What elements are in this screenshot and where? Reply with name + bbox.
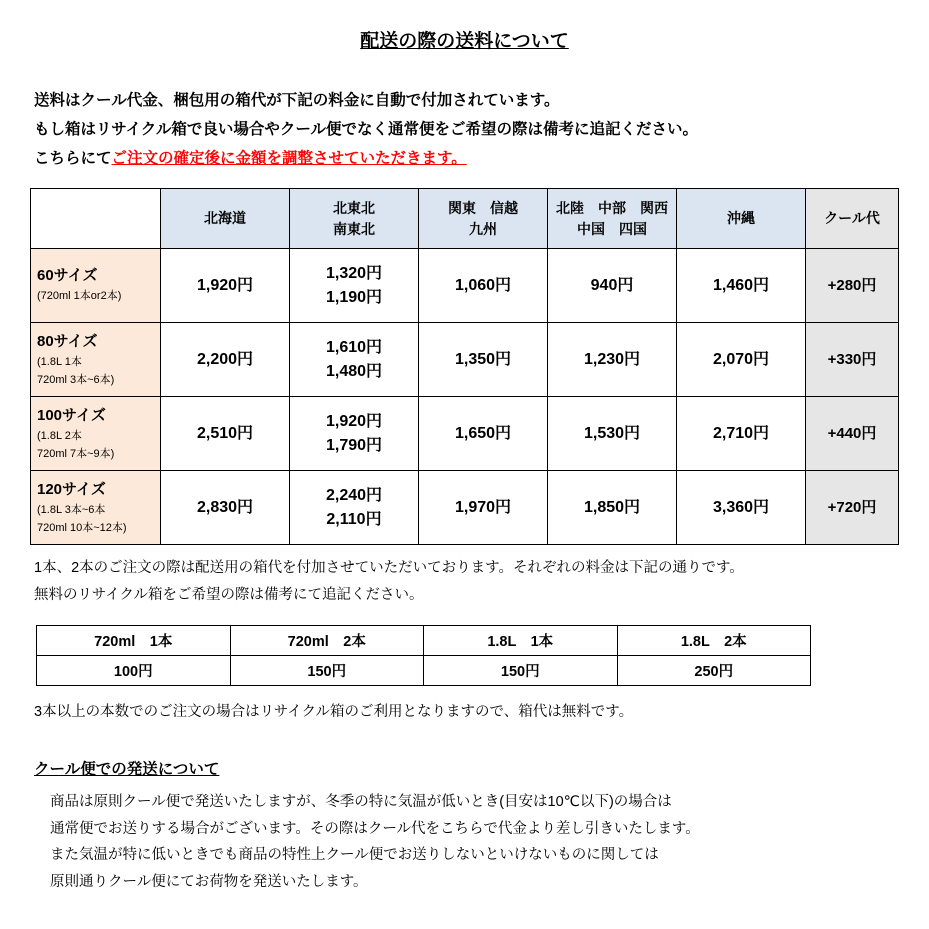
box-table-value-row	[37, 655, 811, 685]
fee-cell-cool: +280円	[806, 249, 899, 323]
box-fee-720ml-2: 150円	[230, 655, 424, 685]
shipping-table-header-row	[31, 189, 899, 249]
intro-line-2: もし箱はリサイクル箱で良い場合やクール便でなく通常便をご希望の際は備考に追記ください。	[34, 121, 699, 139]
fee-cell-cool: +330円	[806, 323, 899, 397]
size-cell	[31, 397, 161, 471]
size-note-line1: (1.8L 1本	[37, 356, 82, 369]
fee-cell-okinawa: 2,710円	[677, 397, 806, 471]
size-cell	[31, 323, 161, 397]
header-cool	[806, 189, 899, 249]
size-label: 60サイズ	[37, 266, 98, 284]
header-kanto	[419, 189, 548, 249]
fee-cell-chubu: 1,230円	[548, 323, 677, 397]
header-tohoku	[290, 189, 419, 249]
size-cell	[31, 471, 161, 545]
fee-cell-hokkaido: 2,200円	[161, 323, 290, 397]
fee-cell-kanto: 1,350円	[419, 323, 548, 397]
fee-cell-tohoku	[290, 249, 419, 323]
header-okinawa	[677, 189, 806, 249]
corner-header-cell	[31, 189, 161, 249]
table-row-size-120	[31, 471, 899, 545]
size-label: 120サイズ	[37, 480, 106, 498]
box-fee-note-line2: 無料のリサイクル箱をご希望の際は備考にて追記ください。	[34, 586, 424, 603]
cool-section-heading: クール便での発送について	[34, 760, 220, 778]
recycle-box-free-note: 3本以上の本数でのご注文の場合はリサイクル箱のご利用となりますので、箱代は無料です。	[34, 703, 634, 720]
fee-tohoku-line1: 1,610円	[325, 338, 383, 356]
fee-cell-kanto: 1,060円	[419, 249, 548, 323]
cool-section-line4: 原則通りクール便にてお荷物を発送いたします。	[50, 874, 368, 891]
fee-cell-chubu: 1,850円	[548, 471, 677, 545]
size-note-line2: 720ml 7本~9本)	[37, 448, 115, 461]
header-kanto-line1: 関東 信越	[448, 199, 518, 216]
size-label: 100サイズ	[37, 406, 106, 424]
fee-cell-okinawa: 2,070円	[677, 323, 806, 397]
fee-tohoku-line1: 1,920円	[325, 412, 383, 430]
size-cell	[31, 249, 161, 323]
intro-text	[34, 87, 899, 172]
fee-cell-kanto: 1,650円	[419, 397, 548, 471]
header-okinawa-label: 沖縄	[727, 210, 755, 227]
box-fee-720ml-1: 100円	[37, 655, 231, 685]
fee-cell-tohoku	[290, 323, 419, 397]
cool-section-line3: また気温が特に低いときでも商品の特性上クール便でお送りしないといけないものに関しては	[50, 847, 659, 864]
fee-cell-hokkaido: 2,510円	[161, 397, 290, 471]
intro-line-3-highlight: ご注文の確定後に金額を調整させていただきます。	[111, 150, 467, 168]
header-hokkaido	[161, 189, 290, 249]
fee-cell-hokkaido: 1,920円	[161, 249, 290, 323]
shipping-fee-table	[30, 188, 899, 545]
box-fee-1800ml-2: 250円	[617, 655, 811, 685]
cool-shipping-section	[34, 757, 899, 896]
fee-tohoku-line1: 1,320円	[325, 264, 383, 282]
fee-cell-okinawa: 1,460円	[677, 249, 806, 323]
fee-cell-hokkaido: 2,830円	[161, 471, 290, 545]
header-chubu	[548, 189, 677, 249]
box-table-header-row	[37, 625, 811, 655]
intro-line-3-prefix: こちらにて	[34, 150, 112, 168]
fee-tohoku-line2: 2,110円	[326, 510, 382, 528]
size-note-line2: 720ml 10本~12本)	[37, 522, 127, 535]
fee-cell-cool: +440円	[806, 397, 899, 471]
table-row-size-100	[31, 397, 899, 471]
header-tohoku-line2: 南東北	[333, 220, 375, 237]
size-note-line2: 720ml 3本~6本)	[37, 374, 115, 387]
box-header-720ml-1: 720ml 1本	[37, 625, 231, 655]
fee-cell-okinawa: 3,360円	[677, 471, 806, 545]
size-label: 80サイズ	[37, 332, 98, 350]
fee-cell-tohoku	[290, 397, 419, 471]
header-hokkaido-label: 北海道	[204, 210, 246, 227]
fee-tohoku-line2: 1,790円	[325, 436, 383, 454]
header-cool-label: クール代	[824, 210, 880, 227]
intro-line-1: 送料はクール代金、梱包用の箱代が下記の料金に自動で付加されています。	[34, 92, 560, 109]
fee-cell-chubu: 940円	[548, 249, 677, 323]
box-fee-note	[34, 557, 899, 606]
fee-cell-kanto: 1,970円	[419, 471, 548, 545]
fee-cell-cool: +720円	[806, 471, 899, 545]
header-tohoku-line1: 北東北	[333, 199, 375, 216]
size-note-line1: (720ml 1本or2本)	[37, 290, 122, 303]
size-note-line1: (1.8L 3本~6本	[37, 504, 106, 517]
fee-tohoku-line1: 2,240円	[325, 486, 383, 504]
header-chubu-line2: 中国 四国	[577, 220, 647, 237]
fee-cell-tohoku	[290, 471, 419, 545]
cool-section-line2: 通常便でお送りする場合がございます。その際はクール代をこちらで代金より差し引きいたします。	[50, 820, 700, 837]
fee-cell-chubu: 1,530円	[548, 397, 677, 471]
intro-line-3	[34, 145, 899, 172]
size-note-line1: (1.8L 2本	[37, 430, 82, 443]
box-fee-note-line1: 1本、2本のご注文の際は配送用の箱代を付加させていただいております。それぞれの料金は下記の通りです。	[34, 560, 744, 577]
table-row-size-80	[31, 323, 899, 397]
box-header-1800ml-2: 1.8L 2本	[617, 625, 811, 655]
box-fee-1800ml-1: 150円	[424, 655, 618, 685]
page-title: 配送の際の送料について	[360, 31, 569, 52]
cool-section-line1: 商品は原則クール便で発送いたしますが、冬季の特に気温が低いとき(目安は10℃以下)の場合は	[50, 793, 672, 810]
box-header-1800ml-1: 1.8L 1本	[424, 625, 618, 655]
header-chubu-line1: 北陸 中部 関西	[556, 199, 668, 216]
table-row-size-60	[31, 249, 899, 323]
box-header-720ml-2: 720ml 2本	[230, 625, 424, 655]
fee-tohoku-line2: 1,190円	[325, 288, 383, 306]
header-kanto-line2: 九州	[469, 220, 497, 237]
box-fee-table	[36, 625, 811, 686]
fee-tohoku-line2: 1,480円	[325, 362, 383, 380]
